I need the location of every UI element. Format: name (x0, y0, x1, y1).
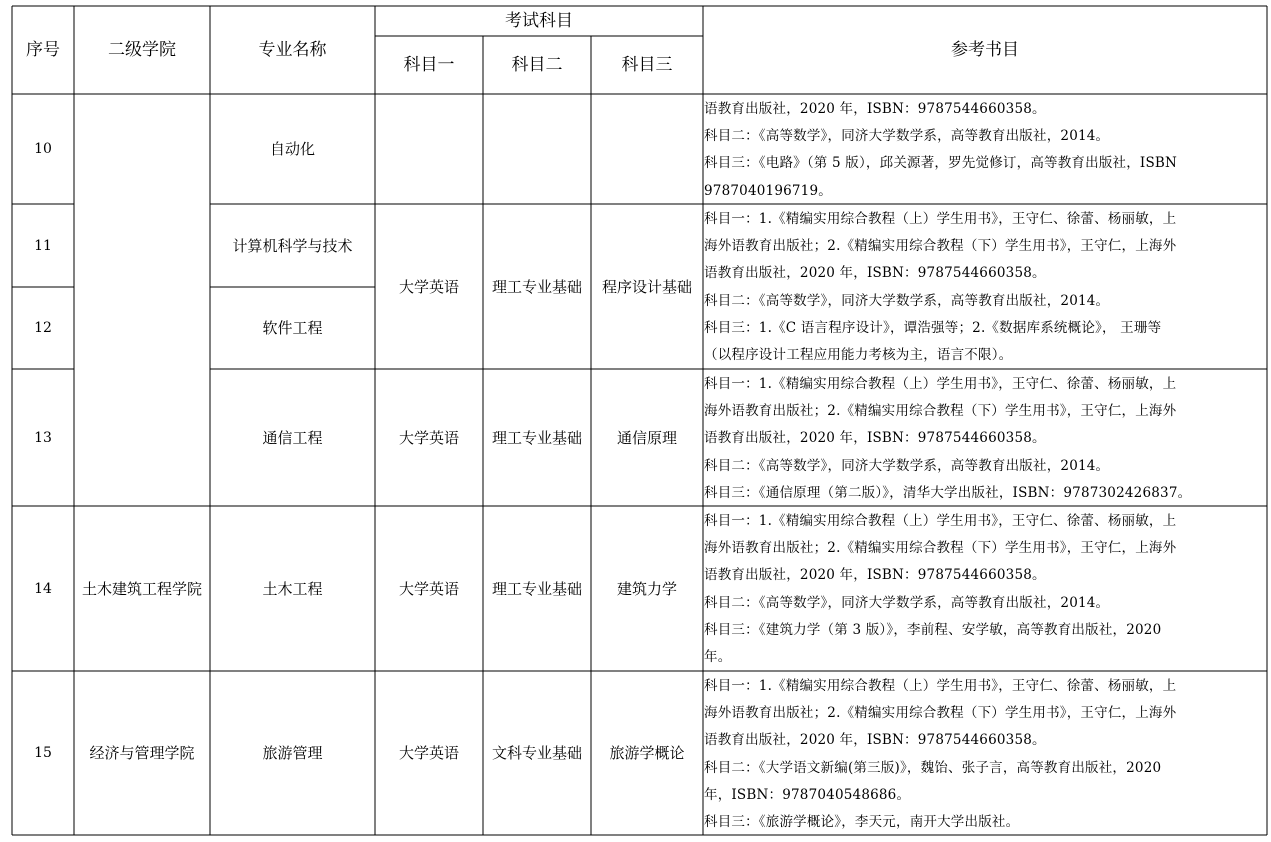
header-subject-2: 科目二 (511, 55, 563, 75)
subject-3-cell: 通信原理 (616, 428, 677, 447)
ref-line: 科目一：1.《精编实用综合教程（上）学生用书》，王守仁、徐蕾、杨丽敏，上 (704, 678, 1177, 694)
ref-line: 科目三：《电路》（第 5 版），邱关源著，罗先觉修订，高等教育出版社，ISBN (704, 155, 1178, 172)
row-seq: 13 (34, 429, 52, 446)
ref-line: 语教育出版社，2020 年，ISBN：9787544660358。 (704, 101, 1046, 117)
row-major: 计算机科学与技术 (232, 236, 353, 255)
ref-line: 科目二：《高等数学》，同济大学数学系，高等教育出版社，2014。 (704, 292, 1110, 309)
ref-line: 海外语教育出版社；2.《精编实用综合教程（下）学生用书》，王守仁，上海外 (704, 238, 1177, 255)
subject-2-cell: 理工专业基础 (491, 428, 582, 447)
ref-line: 语教育出版社，2020 年，ISBN：9787544660358。 (704, 265, 1046, 282)
header-seq: 序号 (26, 40, 60, 60)
ref-line: 9787040196719。 (704, 182, 832, 199)
header-major: 专业名称 (258, 40, 327, 60)
row-seq: 10 (34, 141, 52, 157)
subject-1-cell: 大学英语 (398, 428, 459, 447)
row-refs (704, 371, 1266, 506)
ref-line: 语教育出版社，2020 年，ISBN：9787544660358。 (704, 732, 1046, 749)
row-college: 土木建筑工程学院 (82, 579, 203, 598)
ref-line: 科目一：1.《精编实用综合教程（上）学生用书》，王守仁、徐蕾、杨丽敏，上 (704, 513, 1177, 529)
ref-line: 科目三：《建筑力学（第 3 版）》，李前程、安学敏，高等教育出版社，2020 (704, 621, 1162, 638)
row-seq: 14 (34, 580, 52, 597)
ref-line: 科目三：《旅游学概论》，李天元，南开大学出版社。 (704, 814, 1020, 831)
subject-1-cell: 大学英语 (398, 277, 459, 296)
ref-line: 科目三：1.《C 语言程序设计》，谭浩强等；2.《数据库系统概论》， 王珊等 (704, 319, 1162, 336)
header-subject-3: 科目三 (621, 55, 673, 75)
ref-line: 海外语教育出版社；2.《精编实用综合教程（下）学生用书》，王守仁，上海外 (704, 705, 1177, 722)
row-major: 土木工程 (262, 579, 323, 598)
row-college: 经济与管理学院 (89, 744, 195, 762)
row-major: 软件工程 (262, 319, 323, 337)
row-seq: 11 (34, 237, 52, 254)
subject-2-cell: 理工专业基础 (491, 277, 582, 296)
row-refs (704, 508, 1266, 671)
row-major: 通信工程 (262, 428, 323, 447)
header-exam-subjects: 考试科目 (505, 11, 573, 31)
subject-3-cell: 旅游学概论 (609, 744, 685, 762)
subject-2-cell: 文科专业基础 (491, 744, 582, 762)
ref-line: 年，ISBN：9787040548686。 (704, 786, 911, 803)
row-refs (704, 673, 1266, 835)
row-major: 自动化 (269, 140, 315, 158)
ref-line: 语教育出版社，2020 年，ISBN：9787544660358。 (704, 430, 1046, 447)
row-refs (704, 206, 1266, 369)
ref-line: （以程序设计工程应用能力考核为主，语言不限）。 (704, 347, 1013, 364)
ref-line: 海外语教育出版社；2.《精编实用综合教程（下）学生用书》，王守仁，上海外 (704, 540, 1177, 557)
ref-line: 科目三：《通信原理（第二版）》，清华大学出版社，ISBN：9787302426837。 (704, 484, 1192, 501)
ref-line: 科目二：《高等数学》，同济大学数学系，高等教育出版社，2014。 (704, 128, 1110, 145)
header-college: 二级学院 (108, 40, 176, 60)
ref-line: 科目二：《大学语文新编(第三版)》，魏饴、张子言，高等教育出版社，2020 (704, 759, 1162, 776)
subject-3-cell: 建筑力学 (616, 579, 677, 598)
ref-line: 科目二：《高等数学》，同济大学数学系，高等教育出版社，2014。 (704, 457, 1110, 474)
ref-line: 海外语教育出版社；2.《精编实用综合教程（下）学生用书》，王守仁，上海外 (704, 403, 1177, 420)
subject-2-cell: 理工专业基础 (491, 579, 582, 598)
header-refs: 参考书目 (951, 40, 1019, 60)
row-seq: 12 (34, 320, 52, 336)
header-subject-1: 科目一 (403, 55, 455, 75)
row-seq: 15 (34, 745, 52, 761)
ref-line: 科目二：《高等数学》，同济大学数学系，高等教育出版社，2014。 (704, 594, 1110, 611)
ref-line: 语教育出版社，2020 年，ISBN：9787544660358。 (704, 567, 1046, 584)
ref-line: 科目一：1.《精编实用综合教程（上）学生用书》，王守仁、徐蕾、杨丽敏，上 (704, 211, 1177, 227)
subject-3-cell: 程序设计基础 (601, 277, 692, 296)
subject-1-cell: 大学英语 (398, 579, 459, 598)
row-refs (704, 96, 1266, 204)
ref-line: 年。 (704, 649, 732, 666)
row-major: 旅游管理 (262, 744, 323, 762)
ref-line: 科目一：1.《精编实用综合教程（上）学生用书》，王守仁、徐蕾、杨丽敏，上 (704, 376, 1177, 392)
subject-1-cell: 大学英语 (398, 744, 459, 762)
